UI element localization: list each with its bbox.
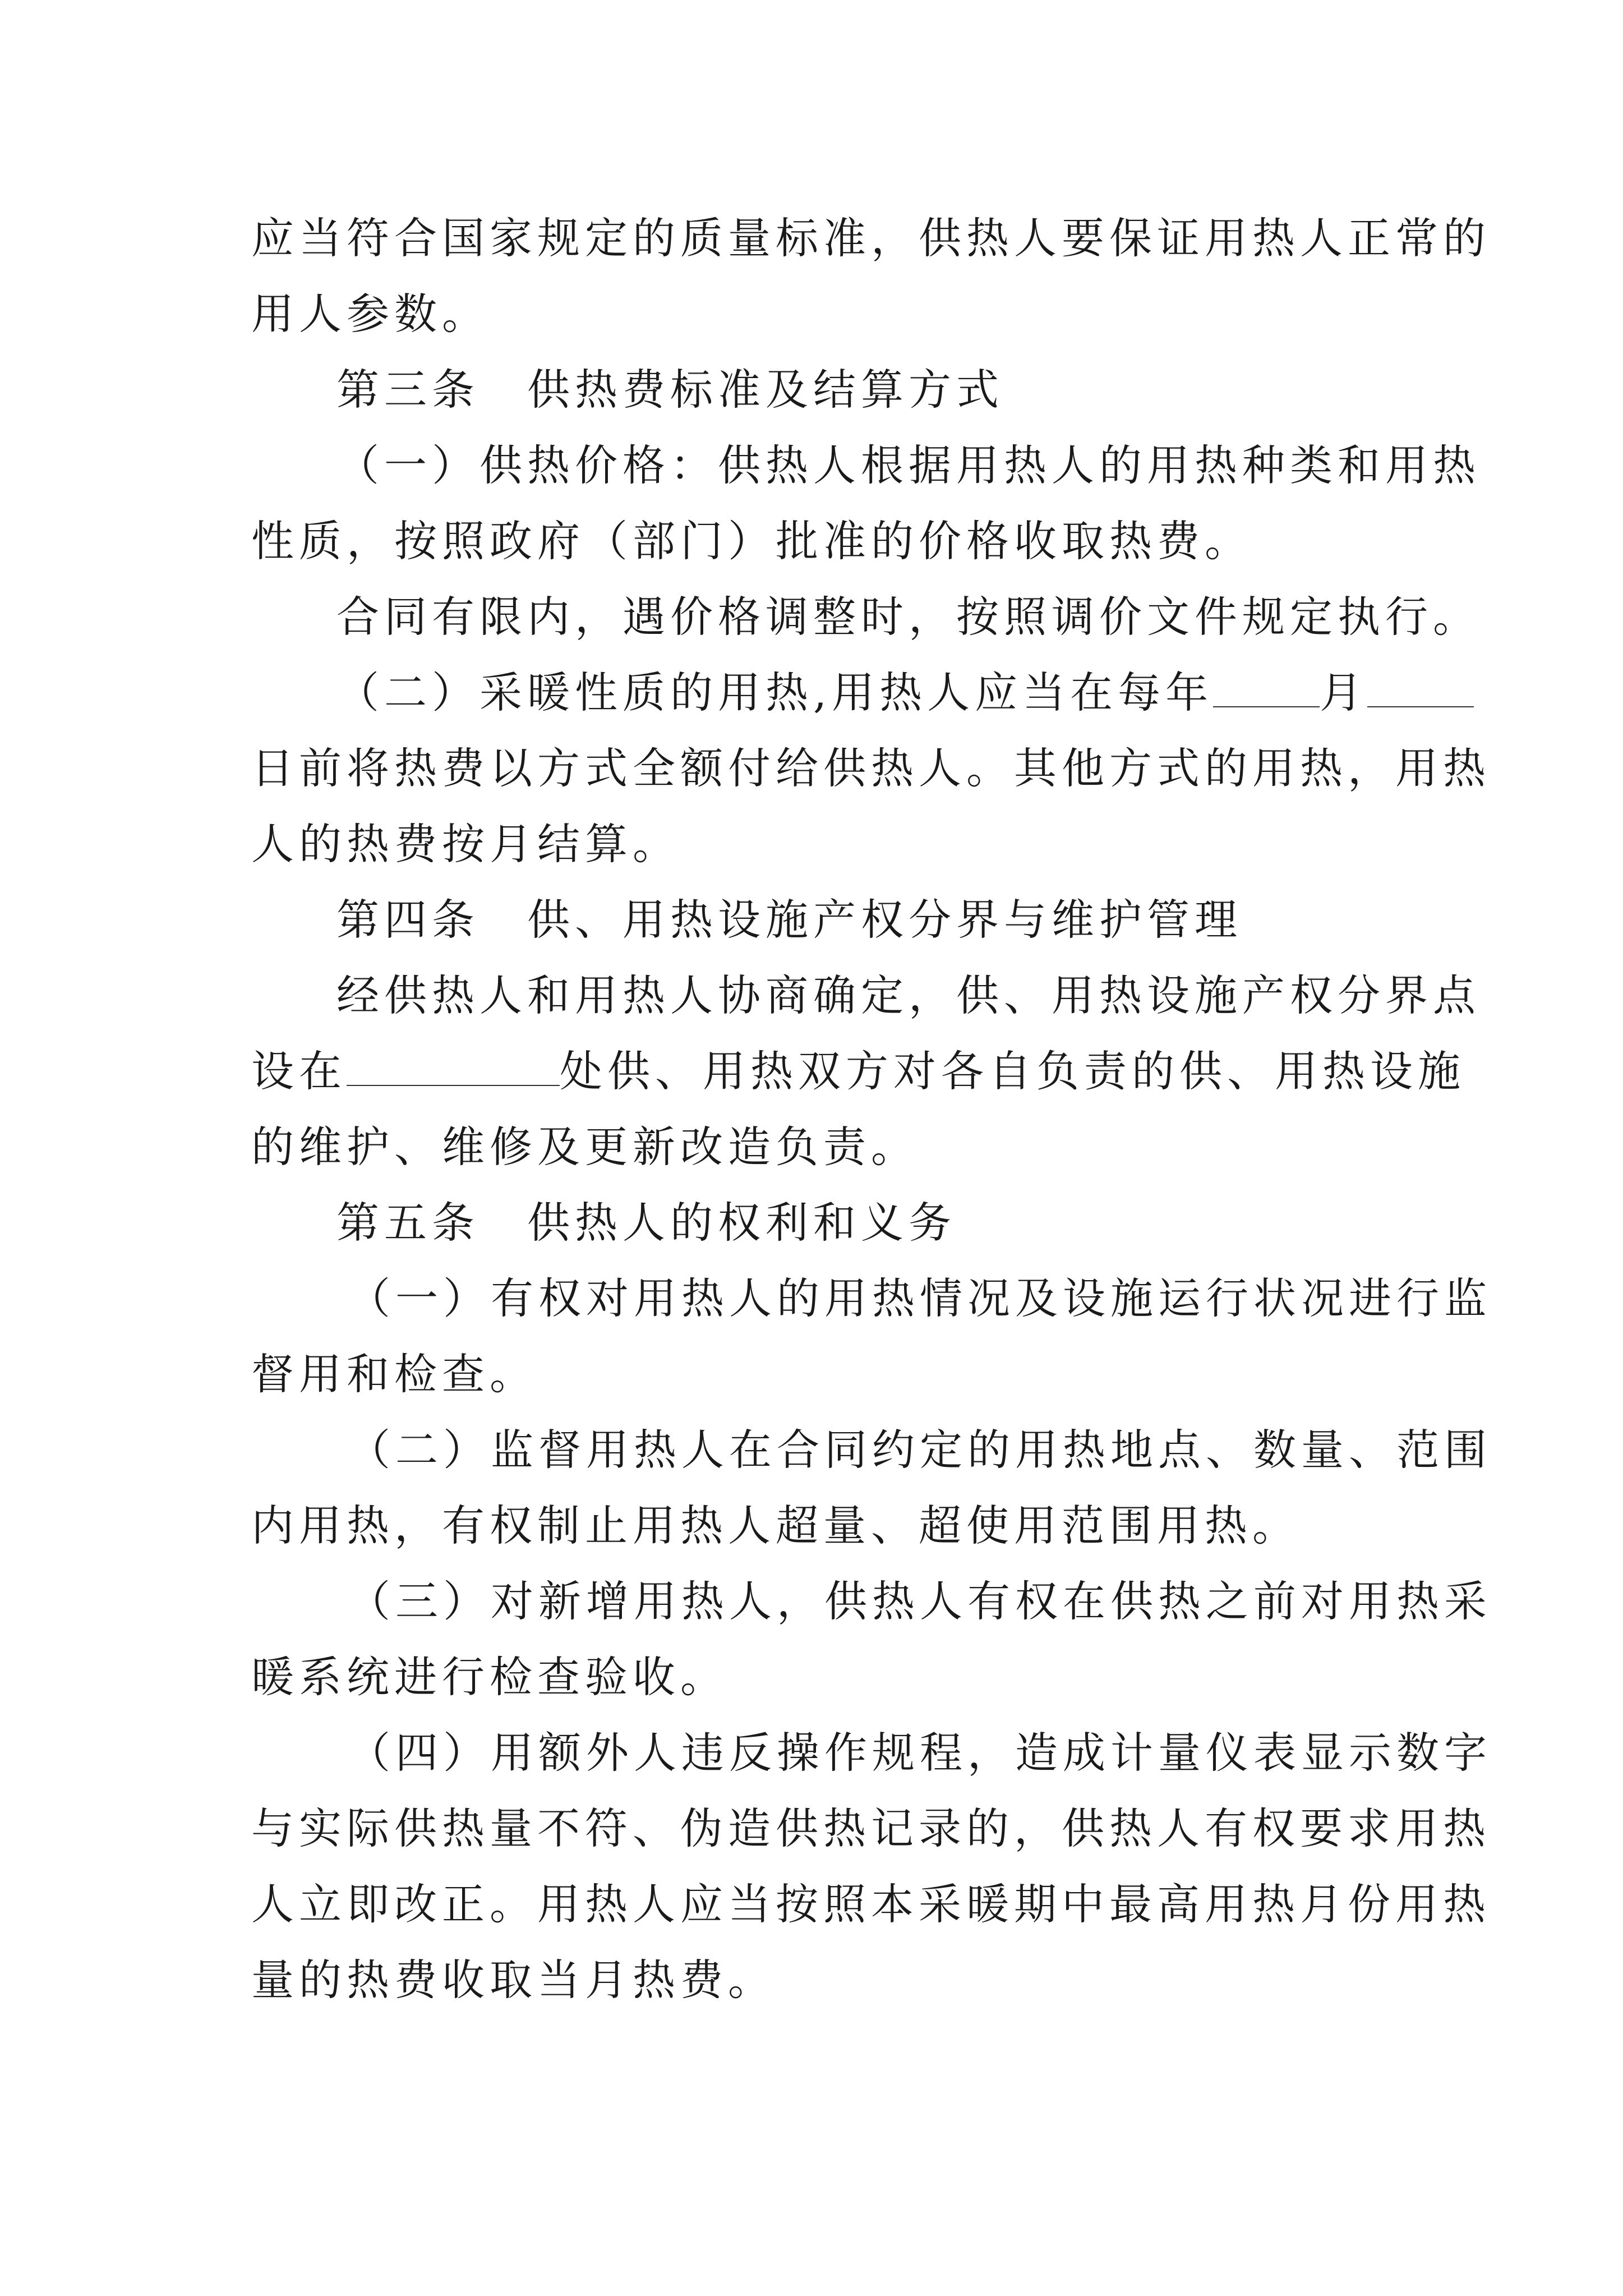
paragraph-line: 应当符合国家规定的质量标准，供热人要保证用热人正常的 [251, 213, 1491, 263]
line-text: （二）采暖性质的用热,用热人应当在每年 [336, 668, 1214, 717]
paragraph-line: 性质，按照政府（部门）批准的价格收取热费。 [251, 516, 1252, 566]
paragraph-line: 督用和检查。 [251, 1349, 537, 1399]
line-text: 处供、用热双方对各自负责的供、用热设施 [560, 1046, 1465, 1096]
paragraph-line: （四）用额外人违反操作规程，造成计量仪表显示数字 [348, 1728, 1492, 1778]
paragraph-line: 与实际供热量不符、伪造供热记录的，供热人有权要求用热 [251, 1803, 1491, 1853]
day-blank [1367, 666, 1474, 707]
paragraph-line: 暖系统进行检查验收。 [251, 1652, 728, 1702]
paragraph-line: 人的热费按月结算。 [251, 819, 680, 869]
paragraph-line: （一）有权对用热人的用热情况及设施运行状况进行监 [348, 1273, 1492, 1323]
boundary-blank [347, 1045, 560, 1086]
paragraph-line-with-blanks [336, 659, 1390, 726]
paragraph-line: 用人参数。 [251, 289, 490, 339]
month-label: 月 [1320, 668, 1368, 717]
paragraph-line: （三）对新增用热人，供热人有权在供热之前对用热采 [348, 1576, 1492, 1626]
paragraph-line: 日前将热费以方式全额付给供热人。其他方式的用热，用热 [251, 743, 1491, 793]
article-heading: 第三条 供热费标准及结算方式 [336, 365, 1004, 415]
paragraph-line: 合同有限内，遇价格调整时，按照调价文件规定执行。 [336, 592, 1481, 642]
month-blank [1213, 666, 1320, 707]
paragraph-line: 内用热，有权制止用热人超量、超使用范围用热。 [251, 1501, 1300, 1550]
article-heading: 第五条 供热人的权利和义务 [336, 1198, 956, 1248]
paragraph-line: 人立即改正。用热人应当按照本采暖期中最高用热月份用热 [251, 1879, 1491, 1929]
paragraph-line: 的维护、维修及更新改造负责。 [251, 1122, 919, 1172]
article-heading: 第四条 供、用热设施产权分界与维护管理 [336, 895, 1242, 945]
paragraph-line: （二）监督用热人在合同约定的用热地点、数量、范围 [348, 1425, 1492, 1475]
line-text: 设在 [251, 1046, 347, 1096]
paragraph-line: 量的热费收取当月热费。 [251, 1955, 776, 2005]
paragraph-line-with-blank [251, 1038, 1465, 1105]
paragraph-line: （一）供热价格：供热人根据用热人的用热种类和用热 [336, 440, 1481, 490]
paragraph-line: 经供热人和用热人协商确定，供、用热设施产权分界点 [336, 970, 1481, 1020]
